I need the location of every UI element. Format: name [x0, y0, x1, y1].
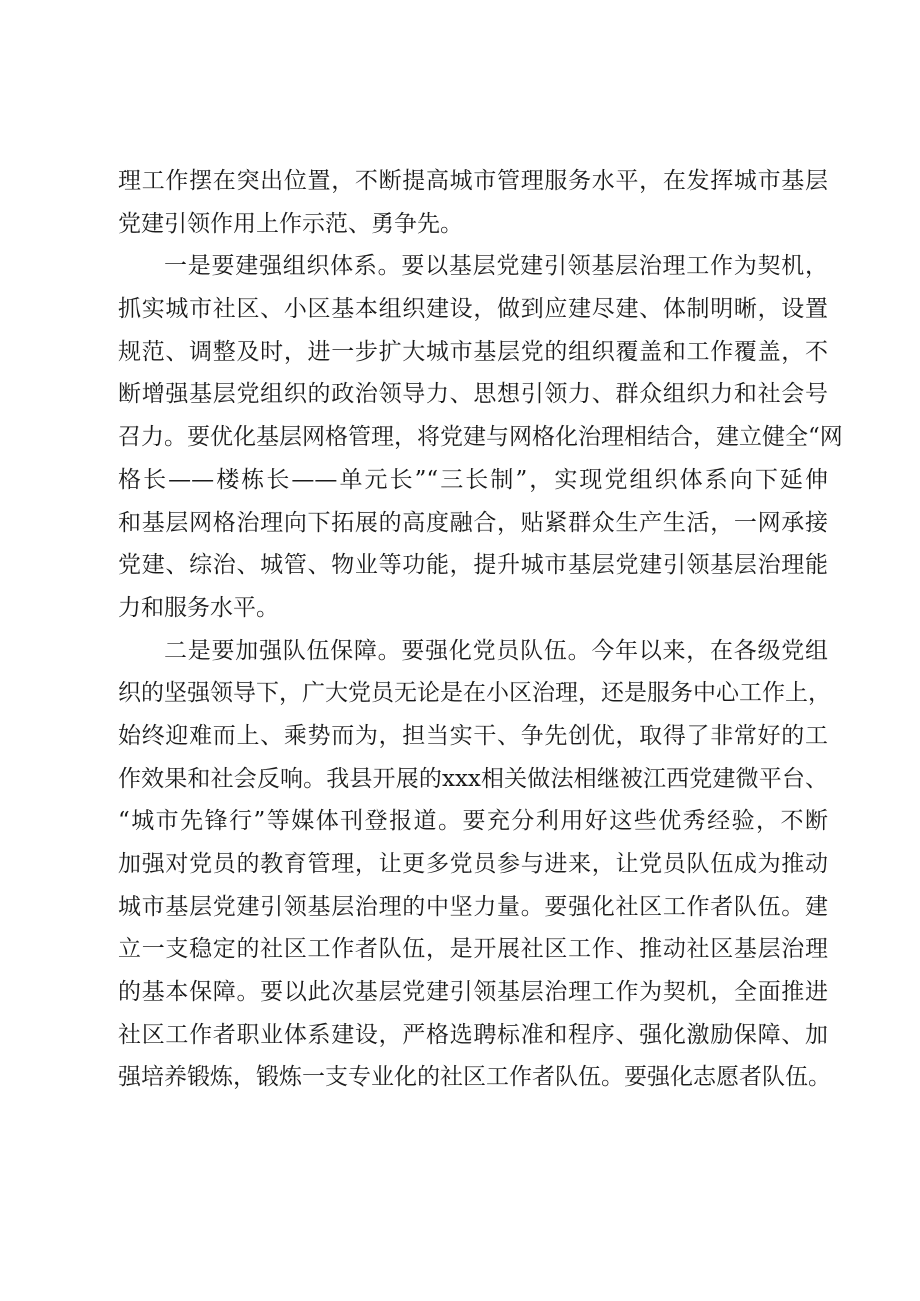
paragraph-first-line: 二是要加强队伍保障。要强化党员队伍。今年以来，在各级党组 — [164, 637, 828, 664]
text-line: 作效果和社会反响。我县开展的xxx相关做法相继被江西党建微平台、 — [118, 765, 828, 792]
text-line: 加强对党员的教育管理，让更多党员参与进来，让党员队伍成为推动 — [118, 851, 828, 877]
text-line: 始终迎难而上、乘势而为，担当实干、争先创优，取得了非常好的工 — [118, 722, 828, 749]
text-line: 城市基层党建引领基层治理的中坚力量。要强化社区工作者队伍。建 — [118, 893, 828, 920]
text-line: 的基本保障。要以此次基层党建引领基层治理工作为契机，全面推进 — [118, 979, 828, 1006]
document-body — [118, 160, 843, 1099]
text-line: 召力。要优化基层网格管理，将党建与网格化治理相结合，建立健全“网 — [118, 424, 843, 451]
text-line: “城市先锋行”等媒体刊登报道。要充分利用好这些优秀经验，不断 — [118, 808, 828, 835]
text-line: 强培养锻炼，锻炼一支专业化的社区工作者队伍。要强化志愿者队伍。 — [118, 1064, 831, 1091]
text-line: 党建、综治、城管、物业等功能，提升城市基层党建引领基层治理能 — [118, 552, 828, 579]
text-line: 断增强基层党组织的政治领导力、思想引领力、群众组织力和社会号 — [118, 381, 828, 408]
text-line: 抓实城市社区、小区基本组织建设，做到应建尽建、体制明晰，设置 — [118, 296, 828, 323]
text-line: 织的坚强领导下，广大党员无论是在小区治理，还是服务中心工作上， — [118, 680, 831, 707]
text-line: 格长——楼栋长——单元长”“三长制”，实现党组织体系向下延伸 — [118, 466, 828, 493]
paragraph-first-line: 一是要建强组织体系。要以基层党建引领基层治理工作为契机， — [164, 253, 828, 280]
text-line: 和基层网格治理向下拓展的高度融合，贴紧群众生产生活，一网承接 — [118, 509, 828, 536]
text-line: 力和服务水平。 — [118, 594, 279, 621]
text-line: 理工作摆在突出位置，不断提高城市管理服务水平，在发挥城市基层 — [118, 168, 828, 194]
text-line: 党建引领作用上作示范、勇争先。 — [118, 210, 463, 237]
text-line: 社区工作者职业体系建设，严格选聘标准和程序、强化激励保障、加 — [118, 1021, 828, 1048]
text-line: 立一支稳定的社区工作者队伍，是开展社区工作、推动社区基层治理 — [118, 936, 828, 963]
text-line: 规范、调整及时，进一步扩大城市基层党的组织覆盖和工作覆盖，不 — [118, 338, 828, 365]
